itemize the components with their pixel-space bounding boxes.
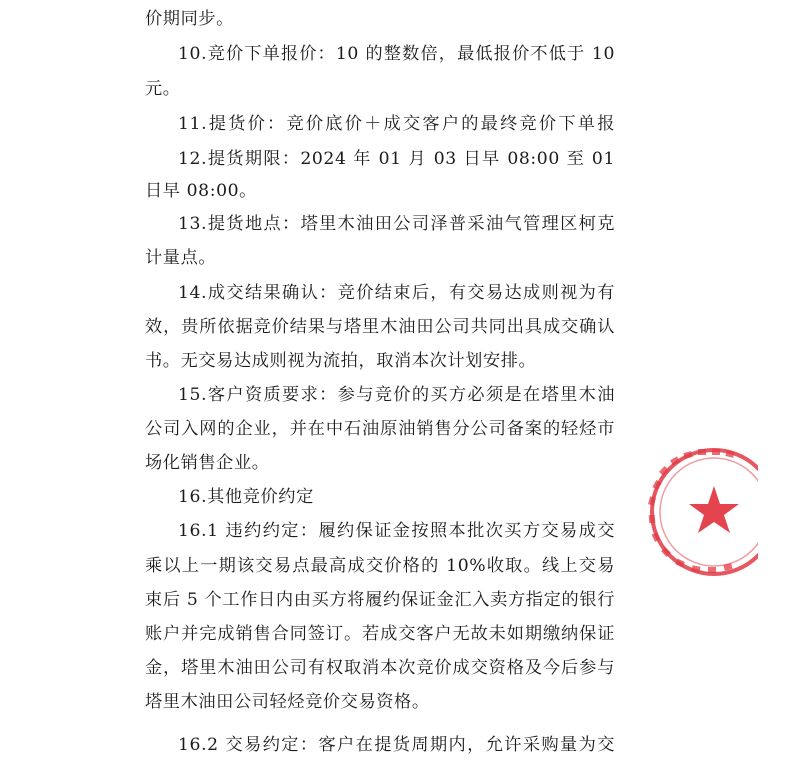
text-line: 场化销售企业。 xyxy=(145,453,270,473)
text-line: 书。无交易达成则视为流拍，取消本次计划安排。 xyxy=(145,351,537,371)
text-line: 金，塔里木油田公司有权取消本次竞价成交资格及今后参与 xyxy=(145,658,615,678)
text-line: 16.2 交易约定：客户在提货周期内，允许采购量为交 xyxy=(178,735,615,755)
text-line: 塔里木油田公司轻烃竞价交易资格。 xyxy=(145,692,430,712)
text-line: 价期同步。 xyxy=(145,9,234,29)
text-line: 13.提货地点：塔里木油田公司泽普采油气管理区柯克 xyxy=(178,214,615,234)
text-line: 10.竞价下单报价：10 的整数倍，最低报价不低于 10 xyxy=(178,44,615,64)
text-line: 15.客户资质要求：参与竞价的买方必须是在塔里木油 xyxy=(178,385,615,405)
text-line: 账户并完成销售合同签订。若成交客户无故未如期缴纳保证 xyxy=(145,624,615,644)
text-line: 效，贵所依据竞价结果与塔里木油田公司共同出具成交确认 xyxy=(145,317,615,337)
text-line: 14.成交结果确认：竞价结束后，有交易达成则视为有 xyxy=(178,283,615,303)
text-line: 16.1 违约约定：履约保证金按照本批次买方交易成交 xyxy=(178,521,615,541)
company-seal xyxy=(638,446,758,582)
text-line: 元。 xyxy=(145,79,181,99)
text-line: 公司入网的企业，并在中石油原油销售分公司备案的轻烃市 xyxy=(145,419,615,439)
text-line: 乘以上一期该交易点最高成交价格的 10%收取。线上交易 xyxy=(145,556,615,576)
text-line: 11.提货价：竞价底价＋成交客户的最终竞价下单报 xyxy=(178,114,615,134)
text-line: 16.其他竞价约定 xyxy=(178,487,314,507)
seal-icon xyxy=(638,446,758,582)
text-line: 束后 5 个工作日内由买方将履约保证金汇入卖方指定的银行 xyxy=(145,590,615,610)
text-line: 计量点。 xyxy=(145,248,217,268)
text-line: 12.提货期限：2024 年 01 月 03 日早 08:00 至 01 xyxy=(178,149,615,169)
text-line: 日早 08:00。 xyxy=(145,181,257,201)
